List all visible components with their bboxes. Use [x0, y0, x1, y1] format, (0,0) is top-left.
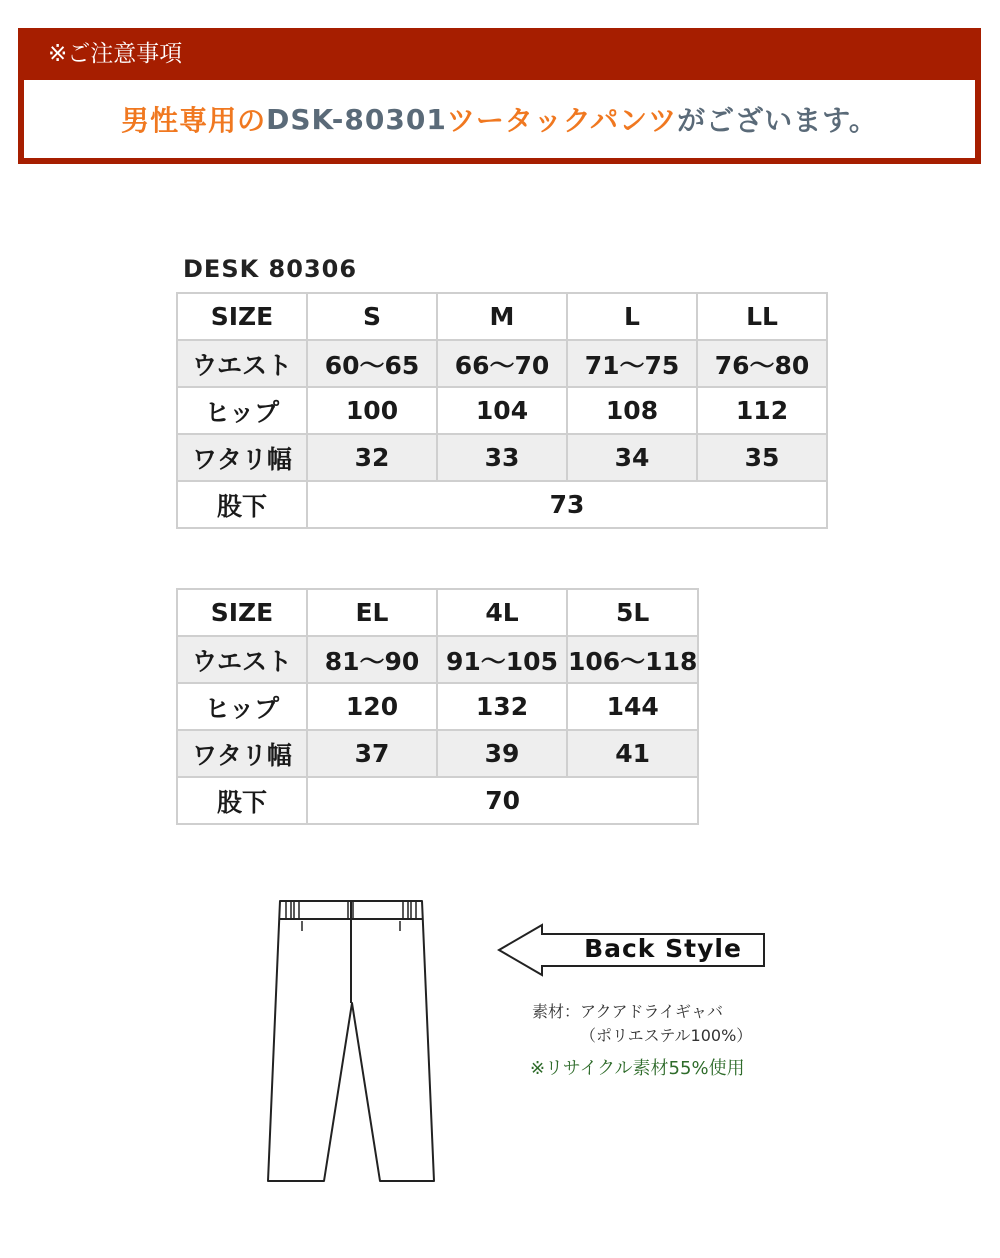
table-cell: 70 — [307, 777, 698, 824]
table-cell: 108 — [567, 387, 697, 434]
table-cell: L — [567, 293, 697, 340]
table-cell: SIZE — [177, 589, 307, 636]
table-cell: 144 — [567, 683, 698, 730]
notice-text-1: 男性専用の — [121, 104, 267, 137]
back-style-label: Back Style — [584, 934, 742, 963]
table-cell: 32 — [307, 434, 437, 481]
table-cell: 100 — [307, 387, 437, 434]
table-row — [177, 340, 827, 387]
material-line-2: （ポリエステル100%） — [580, 1026, 753, 1045]
table-row — [177, 730, 698, 777]
size-table-2 — [176, 588, 699, 825]
table-cell: LL — [697, 293, 827, 340]
notice-product-code: DSK-80301 — [266, 102, 447, 136]
recycle-note: ※リサイクル素材55%使用 — [530, 1058, 745, 1079]
table-cell: 34 — [567, 434, 697, 481]
table-cell: 股下 — [177, 481, 307, 528]
notice-text-2: ツータックパンツ — [446, 104, 678, 137]
table-cell: ワタリ幅 — [177, 730, 307, 777]
notice-heading: ※ご注意事項 — [48, 41, 183, 67]
table-cell: 112 — [697, 387, 827, 434]
table-cell: 81～90 — [307, 636, 437, 683]
table-cell: 132 — [437, 683, 567, 730]
size-table-1 — [176, 292, 828, 529]
material-info — [532, 1000, 752, 1048]
table-row — [177, 777, 698, 824]
notice-message — [24, 80, 975, 158]
table-row — [177, 387, 827, 434]
table-cell: 41 — [567, 730, 698, 777]
table-cell: 4L — [437, 589, 567, 636]
table-cell: 39 — [437, 730, 567, 777]
table-cell: 73 — [307, 481, 827, 528]
table-cell: 76～80 — [697, 340, 827, 387]
table-cell: 120 — [307, 683, 437, 730]
material-line-1: 素材：アクアドライギャバ — [532, 1002, 724, 1021]
table-cell: S — [307, 293, 437, 340]
pants-back-illustration — [262, 895, 440, 1185]
table-cell: ウエスト — [177, 340, 307, 387]
table-cell: EL — [307, 589, 437, 636]
model-label: DESK 80306 — [183, 255, 358, 283]
table-cell: 60～65 — [307, 340, 437, 387]
table-cell: 35 — [697, 434, 827, 481]
table-cell: 104 — [437, 387, 567, 434]
table-row — [177, 683, 698, 730]
table-cell: M — [437, 293, 567, 340]
table-row — [177, 589, 698, 636]
table-row — [177, 636, 698, 683]
table-cell: 股下 — [177, 777, 307, 824]
table-cell: ヒップ — [177, 387, 307, 434]
table-row — [177, 434, 827, 481]
table-cell: 5L — [567, 589, 698, 636]
table-cell: ヒップ — [177, 683, 307, 730]
table-cell: 37 — [307, 730, 437, 777]
table-cell: ワタリ幅 — [177, 434, 307, 481]
table-cell: SIZE — [177, 293, 307, 340]
table-cell: 71～75 — [567, 340, 697, 387]
table-cell: 33 — [437, 434, 567, 481]
notice-box — [18, 28, 981, 164]
notice-text-3: がございます。 — [677, 104, 878, 137]
table-row — [177, 293, 827, 340]
table-row — [177, 481, 827, 528]
table-cell: ウエスト — [177, 636, 307, 683]
table-cell: 66～70 — [437, 340, 567, 387]
table-cell: 106～118 — [567, 636, 698, 683]
table-cell: 91～105 — [437, 636, 567, 683]
